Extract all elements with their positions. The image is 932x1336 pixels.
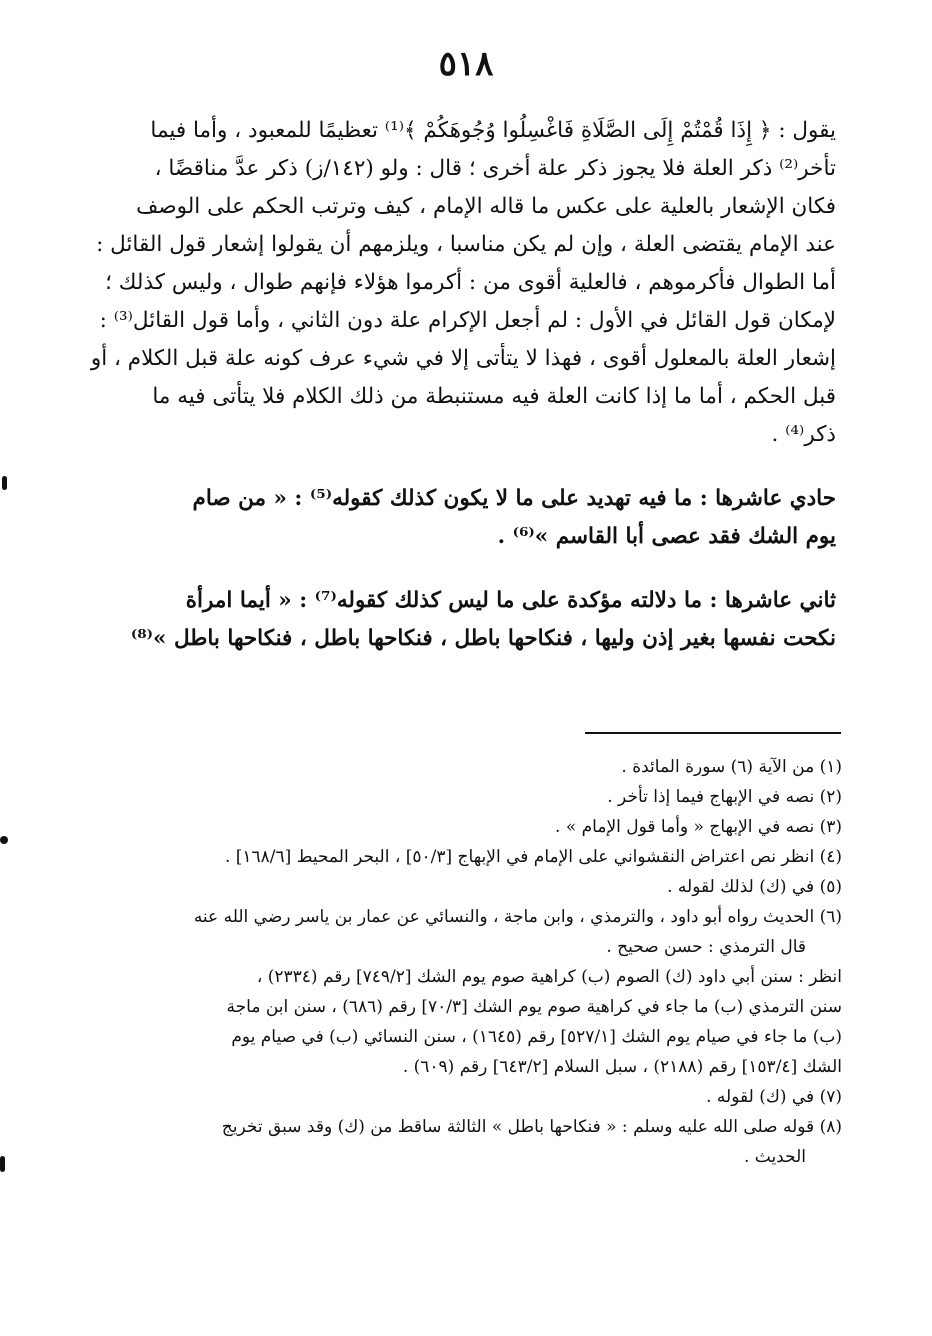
page-number: ٥١٨ bbox=[438, 44, 494, 84]
text-line: فكان الإشعار بالعلية على عكس ما قاله الإمام ، كيف وترتب الحكم على الوصف bbox=[136, 194, 836, 219]
text-line: ذكر⁽⁴⁾ . bbox=[771, 422, 836, 447]
footnote-6: (٦) الحديث رواه أبو داود ، والترمذي ، وابن ماجة ، والنسائي عن عمار بن ياسر رضي الله عنه bbox=[193, 907, 842, 927]
footnote-6-cont: قال الترمذي : حسن صحيح . bbox=[606, 937, 806, 957]
footnote-separator bbox=[585, 732, 841, 734]
footnote-6-refs: سنن الترمذي (ب) ما جاء في كراهية صوم يوم الشك [٧٠/٣] رقم (٦٨٦) ، سنن ابن ماجة bbox=[226, 997, 842, 1017]
text-line: تأخر⁽²⁾ ذكر العلة فلا يجوز ذكر علة أخرى ؛ قال : ولو (١٤٢/ز) ذكر عدَّ مناقضًا ، bbox=[154, 156, 836, 181]
footnote-8: (٨) قوله صلى الله عليه وسلم : « فنكاحها باطل » الثالثة ساقط من (ك) وقد سبق تخريج bbox=[221, 1117, 842, 1137]
text-line: أما الطوال فأكرموهم ، فالعلية أقوى من : أكرموا هؤلاء فإنهم طوال ، وليس كذلك ؛ bbox=[105, 270, 836, 295]
text-line: يوم الشك فقد عصى أبا القاسم »⁽⁶⁾ . bbox=[497, 524, 836, 549]
scan-mark bbox=[0, 836, 8, 844]
footnote-7: (٧) في (ك) لقوله . bbox=[706, 1087, 842, 1107]
paragraph-1 bbox=[66, 112, 836, 454]
main-text bbox=[66, 112, 836, 684]
footnote-2: (٢) نصه في الإبهاج فيما إذا تأخر . bbox=[607, 787, 842, 807]
paragraph-2 bbox=[66, 480, 836, 556]
text-line: يقول : ﴿ إِذَا قُمْتُمْ إِلَى الصَّلَاةِ فَاغْسِلُوا وُجُوهَكُمْ ﴾⁽¹⁾ تعظيمًا للمعبود ، وأما فيما bbox=[150, 118, 836, 143]
footnote-3: (٣) نصه في الإبهاج « وأما قول الإمام » . bbox=[555, 817, 842, 837]
footnote-6-refs: انظر : سنن أبي داود (ك) الصوم (ب) كراهية صوم يوم الشك [٧٤٩/٢] رقم (٢٣٣٤) ، bbox=[256, 967, 842, 987]
footnote-6-refs: (ب) ما جاء في صيام يوم الشك [٥٢٧/١] رقم (١٦٤٥) ، سنن النسائي (ب) في صيام يوم bbox=[231, 1027, 842, 1047]
text-line: ثاني عاشرها : ما دلالته مؤكدة على ما ليس كذلك كقوله⁽⁷⁾ : « أيما امرأة bbox=[185, 588, 836, 613]
footnotes bbox=[66, 752, 842, 1172]
text-line: حادي عاشرها : ما فيه تهديد على ما لا يكون كذلك كقوله⁽⁵⁾ : « من صام bbox=[192, 486, 836, 511]
footnote-8-cont: الحديث . bbox=[743, 1147, 806, 1167]
text-line: إشعار العلة بالمعلول أقوى ، فهذا لا يتأتى إلا في شيء عرف كونه علة قبل الكلام ، أو bbox=[90, 346, 836, 371]
text-line: نكحت نفسها بغير إذن وليها ، فنكاحها باطل ، فنكاحها باطل ، فنكاحها باطل »⁽⁸⁾ bbox=[130, 626, 836, 651]
text-line: لإمكان قول القائل في الأول : لم أجعل الإكرام علة دون الثاني ، وأما قول القائل⁽³⁾ : bbox=[99, 308, 836, 333]
footnote-6-refs: الشك [١٥٣/٤] رقم (٢١٨٨) ، سبل السلام [٦٤٣/٢] رقم (٦٠٩) . bbox=[402, 1057, 842, 1077]
paragraph-3 bbox=[66, 582, 836, 658]
scan-mark bbox=[0, 1156, 5, 1172]
footnote-4: (٤) انظر نص اعتراض النقشواني على الإمام في الإبهاج [٥٠/٣] ، البحر المحيط [١٦٨/٦] . bbox=[224, 847, 842, 867]
footnote-1: (١) من الآية (٦) سورة المائدة . bbox=[621, 757, 842, 777]
scan-mark bbox=[2, 476, 7, 490]
footnote-5: (٥) في (ك) لذلك لقوله . bbox=[667, 877, 842, 897]
text-line: قبل الحكم ، أما ما إذا كانت العلة فيه مستنبطة من ذلك الكلام فلا يتأتى فيه ما bbox=[152, 384, 836, 409]
text-line: عند الإمام يقتضى العلة ، وإن لم يكن مناسبا ، ويلزمهم أن يقولوا إشعار قول القائل : bbox=[96, 232, 836, 257]
